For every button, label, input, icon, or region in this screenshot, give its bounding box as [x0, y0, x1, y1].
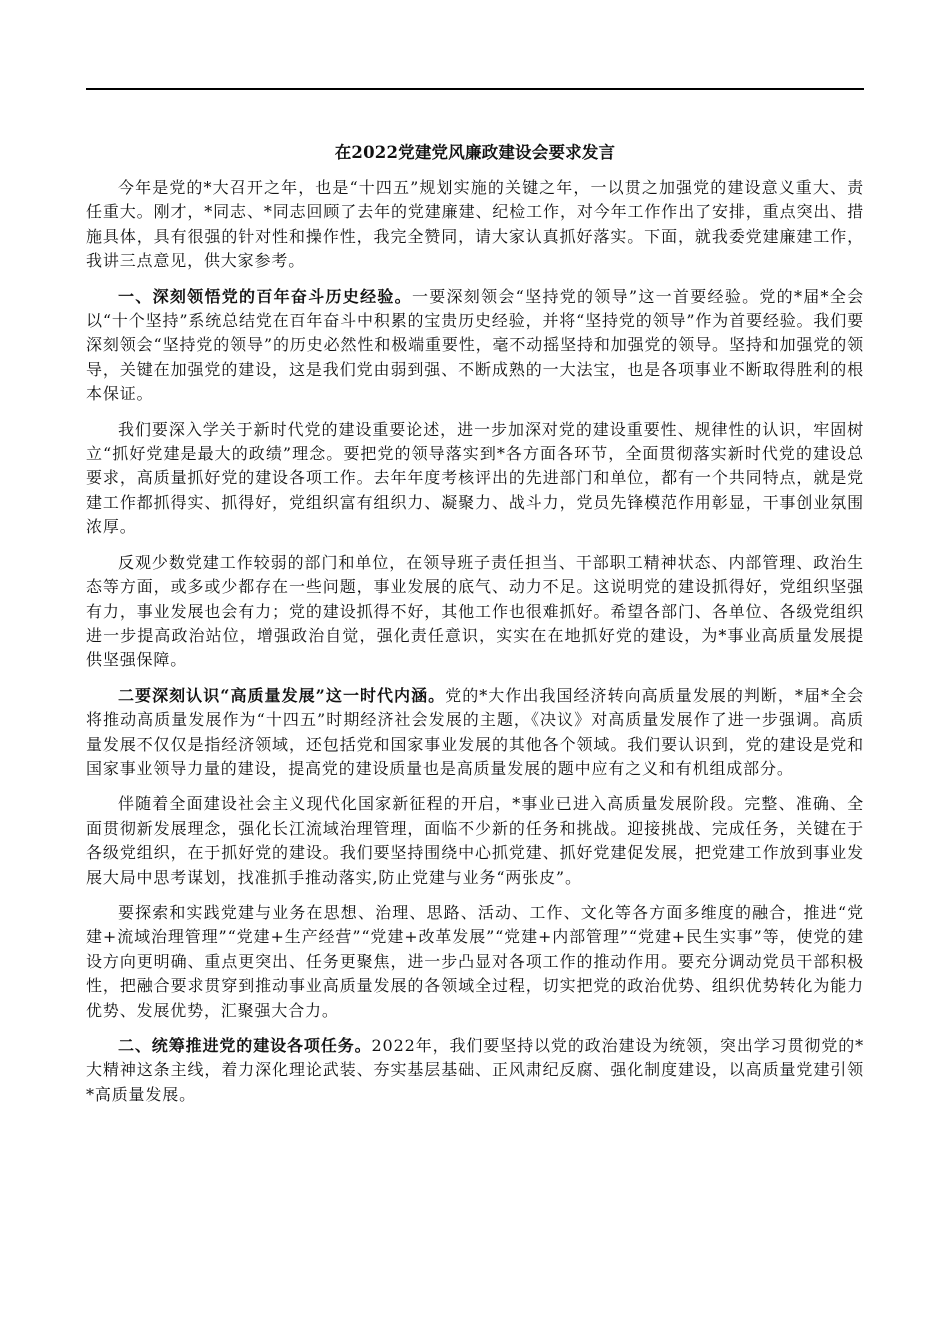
- paragraph-text: 2022年，我们要坚持以党的政治建设为统领，突出学习贯彻党的*大精神这条主线，着力深化理论武装、夯实基层基础、正风肃纪反腐、强化制度建设，以高质量党建引领*高质量发展。: [86, 1036, 864, 1104]
- paragraph-text: 反观少数党建工作较弱的部门和单位，在领导班子责任担当、干部职工精神状态、内部管理、政治生态等方面，或多或少都存在一些问题，事业发展的底气、动力不足。这说明党的建设抓得好，党组织坚强有力，事业发展也会有力；党的建设抓得不好，其他工作也很难抓好。希望各部门、各单位、各级党组织进一步提高政治站位，增强政治自觉，强化责任意识，实实在在地抓好党的建设，为*事业高质量发展提供坚强保障。: [86, 552, 864, 670]
- paragraph-lead: 二要深刻认识“高质量发展”这一时代内涵。: [118, 685, 446, 705]
- paragraph-body: [86, 418, 864, 540]
- paragraph-section-1: [86, 285, 864, 407]
- paragraph-body: [86, 551, 864, 673]
- document-title: 在2022党建党风廉政建设会要求发言: [334, 143, 616, 162]
- paragraph-text: 党的*大作出我国经济转向高质量发展的判断，*届*全会将推动高质量发展作为“十四五”时期经济社会发展的主题，《决议》对高质量发展作了进一步强调。高质量发展不仅仅是指经济领域，还包括党和国家事业发展的其他各个领域。我们要认识到，党的建设是党和国家事业领导力量的建设，提高党的建设质量也是高质量发展的题中应有之义和有机组成部分。: [86, 685, 864, 778]
- paragraph-section-2: [86, 1034, 864, 1107]
- document-body: [86, 176, 864, 1118]
- paragraph-intro: [86, 176, 864, 274]
- paragraph-body: [86, 901, 864, 1023]
- paragraph-text: 一要深刻领会“坚持党的领导”这一首要经验。党的*届*全会以“十个坚持”系统总结党在百年奋斗中积累的宝贵历史经验，并将“坚持党的领导”作为首要经验。我们要深刻领会“坚持党的领导”的历史必然性和极端重要性，毫不动摇坚持和加强党的领导。坚持和加强党的领导，关键在加强党的建设，这是我们党由弱到强、不断成熟的一大法宝，也是各项事业不断取得胜利的根本保证。: [86, 286, 864, 404]
- paragraph-text: 要探索和实践党建与业务在思想、治理、思路、活动、工作、文化等各方面多维度的融合，推进“党建+流域治理管理”“党建+生产经营”“党建+改革发展”“党建+内部管理”“党建+民生实事”等，使党的建设方向更明确、重点更突出、任务更聚焦，进一步凸显对各项工作的推动作用。要充分调动党员干部积极性，把融合要求贯穿到推动事业高质量发展的各领域全过程，切实把党的政治优势、组织优势转化为能力优势、发展优势，汇聚强大合力。: [86, 902, 864, 1020]
- paragraph-lead: 一、深刻领悟党的百年奋斗历史经验。: [118, 286, 412, 306]
- paragraph-subsection-2: [86, 684, 864, 782]
- paragraph-text: 我们要深入学关于新时代党的建设重要论述，进一步加深对党的建设重要性、规律性的认识，牢固树立“抓好党建是最大的政绩”理念。要把党的领导落实到*各方面各环节，全面贯彻落实新时代党的建设总要求，高质量抓好党的建设各项工作。去年年度考核评出的先进部门和单位，都有一个共同特点，就是党建工作都抓得实、抓得好，党组织富有组织力、凝聚力、战斗力，党员先锋模范作用彰显，干事创业氛围浓厚。: [86, 419, 864, 537]
- paragraph-body: [86, 792, 864, 890]
- header-rule: [86, 88, 864, 90]
- paragraph-lead: 二、统筹推进党的建设各项任务。: [118, 1036, 372, 1055]
- paragraph-text: 今年是党的*大召开之年，也是“十四五”规划实施的关键之年，一以贯之加强党的建设意义重大、责任重大。刚才，*同志、*同志回顾了去年的党建廉建、纪检工作，对今年工作作出了安排，重点突出、措施具体，具有很强的针对性和操作性，我完全赞同，请大家认真抓好落实。下面，就我委党建廉建工作，我讲三点意见，供大家参考。: [86, 178, 864, 271]
- paragraph-text: 伴随着全面建设社会主义现代化国家新征程的开启，*事业已进入高质量发展阶段。完整、准确、全面贯彻新发展理念，强化长江流域治理管理，面临不少新的任务和挑战。迎接挑战、完成任务，关键在于各级党组织，在于抓好党的建设。我们要坚持围绕中心抓党建、抓好党建促发展，把党建工作放到事业发展大局中思考谋划，找准抓手推动落实,防止党建与业务“两张皮”。: [86, 794, 864, 887]
